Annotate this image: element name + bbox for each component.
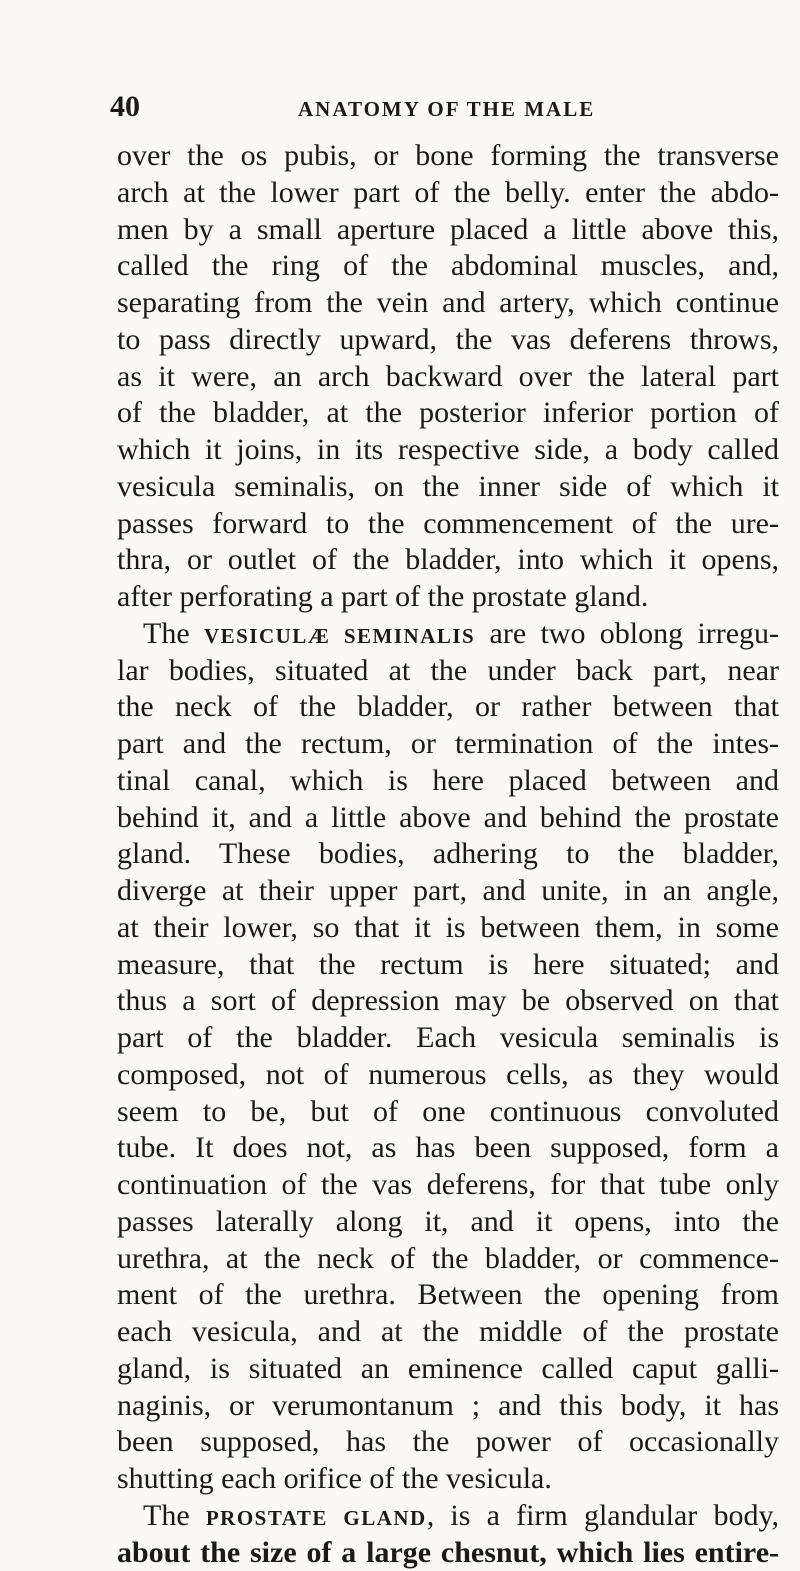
text-line: each vesicula, and at the middle of the prostate [117,1314,779,1351]
text-line: been supposed, has the power of occasionally [117,1424,779,1461]
text-line: gland. These bodies, adhering to the bladder, [117,836,779,873]
text-line: separating from the vein and artery, which continue [117,285,779,322]
page-number: 40 [110,90,140,124]
text-line: diverge at their upper part, and unite, in an angle, [117,873,779,910]
text-line: part of the bladder. Each vesicula seminalis is [117,1020,779,1057]
running-head [110,90,730,130]
text-line: which it joins, in its respective side, a body called [117,432,779,469]
text-line: thus a sort of depression may be observed on that [117,983,779,1020]
text-line: seem to be, but of one continuous convoluted [117,1094,779,1131]
text-line: over the os pubis, or bone forming the transverse [117,138,779,175]
section-term: VESICULÆ SEMINALIS [204,624,475,648]
text-line: ment of the urethra. Between the opening from [117,1277,779,1314]
text-line: urethra, at the neck of the bladder, or commence- [117,1241,779,1278]
text-line: composed, not of numerous cells, as they would [117,1057,779,1094]
text-line: measure, that the rectum is here situated; and [117,947,779,984]
text-line: part and the rectum, or termination of the intes- [117,726,779,763]
text-line: called the ring of the abdominal muscles, and, [117,248,779,285]
text-line: vesicula seminalis, on the inner side of which it [117,469,779,506]
paragraph-lead-rest: , is a firm glandular body, [427,1499,779,1532]
body-text [117,138,779,1571]
text-line: passes laterally along it, and it opens, into the [117,1204,779,1241]
text-line: to pass directly upward, the vas deferens throws, [117,322,779,359]
text-line: behind it, and a little above and behind the prostate [117,800,779,837]
paragraph-start-line [117,616,779,653]
running-title: ANATOMY OF THE MALE [298,97,595,122]
text-line: passes forward to the commencement of the ure- [117,506,779,543]
text-line: arch at the lower part of the belly. enter the abdo- [117,175,779,212]
section-term: PROSTATE GLAND [206,1506,427,1530]
paragraph-lead-rest: are two oblong irregu- [475,617,779,650]
text-line: the neck of the bladder, or rather between that [117,689,779,726]
text-line: about the size of a large chesnut, which lies entire- [117,1535,779,1571]
text-line: gland, is situated an eminence called caput galli- [117,1351,779,1388]
text-line: men by a small aperture placed a little above this, [117,212,779,249]
text-line: tinal canal, which is here placed between and [117,763,779,800]
text-line: naginis, or verumontanum ; and this body, it has [117,1388,779,1425]
paragraph-lead: The [143,617,204,650]
text-line: lar bodies, situated at the under back part, near [117,653,779,690]
text-line: at their lower, so that it is between them, in some [117,910,779,947]
paragraph-lead: The [143,1499,206,1532]
text-line: after perforating a part of the prostate gland. [117,579,779,616]
text-line: thra, or outlet of the bladder, into which it opens, [117,542,779,579]
text-line: continuation of the vas deferens, for that tube only [117,1167,779,1204]
text-line: of the bladder, at the posterior inferior portion of [117,395,779,432]
paragraph-start-line [117,1498,779,1535]
text-line: shutting each orifice of the vesicula. [117,1461,779,1498]
text-line: as it were, an arch backward over the lateral part [117,359,779,396]
text-line: tube. It does not, as has been supposed, form a [117,1130,779,1167]
